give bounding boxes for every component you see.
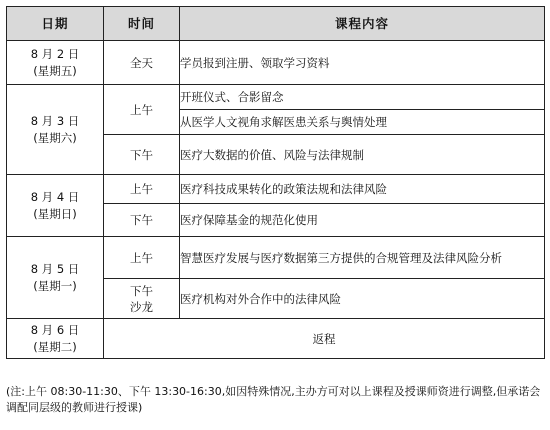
weekday-label: (星期一) [33,278,77,293]
date-label: 8 月 3 日 [30,113,80,128]
return-cell: 返程 [104,319,545,359]
date-cell [7,41,104,85]
date-label: 8 月 5 日 [30,261,80,276]
time-cell: 下午 沙龙 [104,279,180,319]
date-label: 8 月 6 日 [30,322,80,337]
course-item: 医疗保障基金的规范化使用 [180,204,545,237]
schedule-note: (注:上午 08:30-11:30、下午 13:30-16:30,如因特殊情况,主办方可对以上课程及授课师资进行调整,但承诺会调配同层级的教师进行授课) [6,385,541,414]
course-schedule-table [6,6,545,359]
course-item: 从医学人文视角求解医患关系与舆情处理 [180,110,545,135]
weekday-label: (星期五) [33,63,77,78]
date-label: 8 月 2 日 [30,46,80,61]
date-cell [7,237,104,319]
course-item: 医疗大数据的价值、风险与法律规制 [180,135,545,175]
weekday-label: (星期日) [33,206,77,221]
course-item: 开班仪式、合影留念 [180,85,545,110]
table-row [7,237,545,279]
weekday-label: (星期六) [33,130,77,145]
time-cell: 上午 [104,175,180,204]
course-item: 智慧医疗发展与医疗数据第三方提供的合规管理及法律风险分析 [180,237,545,279]
table-row [7,85,545,110]
header-content: 课程内容 [180,7,545,41]
time-cell: 上午 [104,85,180,135]
header-row [7,7,545,41]
date-cell [7,85,104,175]
course-item: 医疗机构对外合作中的法律风险 [180,279,545,319]
time-cell: 上午 [104,237,180,279]
date-cell [7,175,104,237]
time-cell: 下午 [104,135,180,175]
table-row [7,319,545,359]
date-cell [7,319,104,359]
table-row [7,41,545,85]
course-item: 医疗科技成果转化的政策法规和法律风险 [180,175,545,204]
weekday-label: (星期二) [33,339,77,354]
table-row [7,175,545,204]
header-date: 日期 [7,7,104,41]
course-item: 学员报到注册、领取学习资料 [180,41,545,85]
time-cell: 下午 [104,204,180,237]
time-cell: 全天 [104,41,180,85]
header-time: 时间 [104,7,180,41]
date-label: 8 月 4 日 [30,189,80,204]
